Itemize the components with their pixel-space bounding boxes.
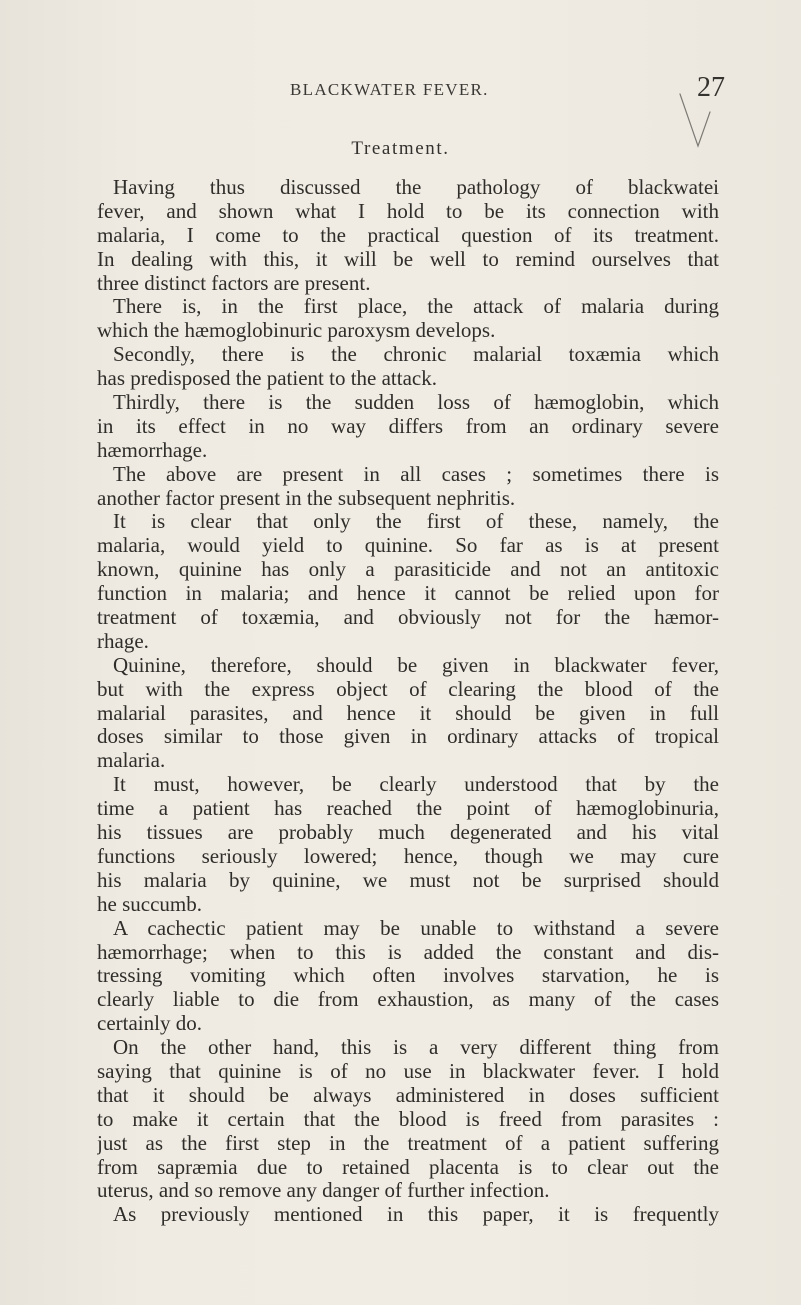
- text-line: known, quinine has only a parasiticide and not an antitoxic: [97, 558, 719, 582]
- text-line: just as the first step in the treatment of a patient suffering: [97, 1131, 719, 1155]
- text-line: On the other hand, this is a very different thing from: [113, 1036, 719, 1060]
- text-line: three distinct factors are present.: [97, 271, 371, 295]
- text-line: doses similar to those given in ordinary attacks of tropical: [97, 725, 719, 749]
- section-heading: [0, 138, 801, 160]
- text-line: Quinine, therefore, should be given in blackwater fever,: [113, 653, 719, 677]
- text-line: to make it certain that the blood is freed from parasites :: [97, 1107, 719, 1131]
- text-line: The above are present in all cases ; sometimes there is: [113, 462, 719, 486]
- text-line: Secondly, there is the chronic malarial toxæmia which: [113, 343, 719, 367]
- text-line: uterus, and so remove any danger of further infection.: [97, 1179, 550, 1203]
- text-line: he succumb.: [97, 892, 202, 916]
- text-line: Having thus discussed the pathology of blackwatei: [113, 176, 719, 199]
- text-line: A cachectic patient may be unable to withstand a severe: [113, 916, 719, 940]
- text-line: malaria.: [97, 749, 166, 773]
- text-line: in its effect in no way differs from an ordinary severe: [97, 414, 719, 438]
- section-heading-text: Treatment.: [351, 138, 450, 159]
- text-line: malaria, I come to the practical question of its treatment.: [97, 223, 719, 247]
- text-line: functions seriously lowered; hence, though we may cure: [97, 844, 719, 868]
- text-line: his tissues are probably much degenerated and his vital: [97, 821, 719, 845]
- text-line: Thirdly, there is the sudden loss of hæmoglobin, which: [113, 391, 719, 415]
- text-line: from sapræmia due to retained placenta is to clear out the: [97, 1155, 719, 1179]
- text-line: hæmorrhage; when to this is added the constant and dis-: [97, 940, 719, 964]
- text-line: fever, and shown what I hold to be its connection with: [97, 199, 719, 223]
- text-line: saying that quinine is of no use in blackwater fever. I hold: [97, 1059, 719, 1083]
- text-line: tressing vomiting which often involves starvation, he is: [97, 964, 719, 988]
- text-line: rhage.: [97, 629, 149, 653]
- text-line: that it should be always administered in doses sufficient: [97, 1083, 719, 1107]
- text-line: time a patient has reached the point of hæmoglobinuria,: [97, 797, 719, 821]
- text-line: treatment of toxæmia, and obviously not for the hæmor-: [97, 606, 719, 630]
- text-line: his malaria by quinine, we must not be surprised should: [97, 868, 719, 892]
- text-line: but with the express object of clearing the blood of the: [97, 677, 719, 701]
- body-text: [97, 176, 719, 1227]
- page-number: 27: [697, 72, 725, 103]
- running-title: BLACKWATER FEVER.: [290, 80, 489, 99]
- text-line: has predisposed the patient to the attack.: [97, 367, 437, 391]
- text-line: hæmorrhage.: [97, 438, 208, 462]
- text-line: another factor present in the subsequent nephritis.: [97, 486, 516, 510]
- text-line: clearly liable to die from exhaustion, as many of the cases: [97, 988, 719, 1012]
- text-line: which the hæmoglobinuric paroxysm develops.: [97, 319, 496, 343]
- text-line: It must, however, be clearly understood that by the: [113, 773, 719, 797]
- text-line: As previously mentioned in this paper, it is frequently: [113, 1203, 719, 1227]
- text-line: function in malaria; and hence it cannot be relied upon for: [97, 582, 719, 606]
- running-head: [0, 74, 801, 114]
- text-line: malaria, would yield to quinine. So far as is at present: [97, 534, 719, 558]
- text-line: In dealing with this, it will be well to remind ourselves that: [97, 247, 719, 271]
- text-line: certainly do.: [97, 1012, 202, 1036]
- text-line: malarial parasites, and hence it should be given in full: [97, 701, 719, 725]
- text-line: It is clear that only the first of these, namely, the: [113, 510, 719, 534]
- text-line: There is, in the first place, the attack of malaria during: [113, 295, 719, 319]
